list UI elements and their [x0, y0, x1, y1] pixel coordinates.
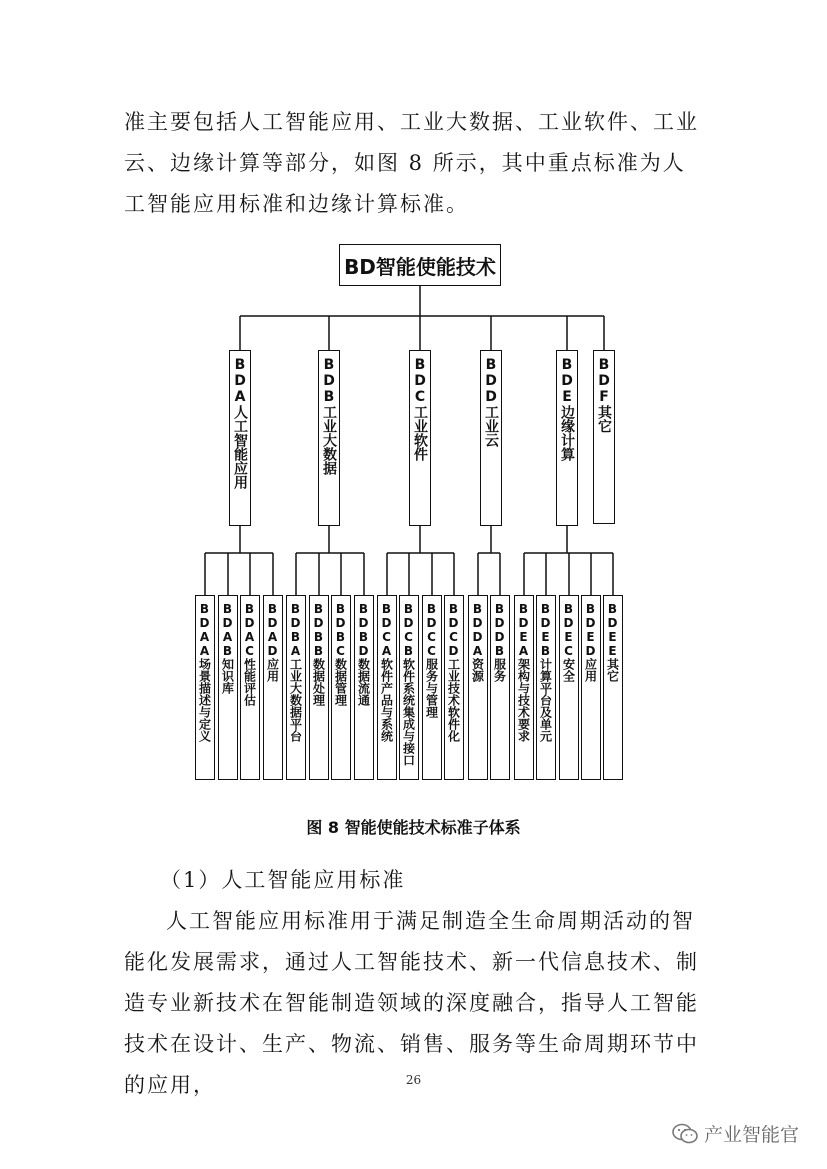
diagram-branch-label: BDF其它 — [596, 357, 612, 433]
diagram-leaf-node — [490, 595, 510, 780]
diagram-leaf-node — [581, 595, 601, 780]
diagram-leaf-label: BDAD应用 — [265, 602, 280, 682]
diagram-branch-node — [229, 350, 251, 526]
diagram-branch-label: BDE边缘计算 — [559, 357, 575, 461]
diagram-leaf-label: BDCB软件系统集成与接口 — [401, 602, 416, 766]
diagram-leaf-node — [422, 595, 442, 780]
diagram-leaf-label: BDAA场景描述与定义 — [197, 602, 212, 742]
diagram-leaf-label: BDEC安全 — [561, 602, 576, 682]
diagram-leaf-node — [559, 595, 579, 780]
diagram-branch-node — [593, 350, 615, 524]
diagram-leaf-label: BDDA资源 — [470, 602, 485, 682]
diagram-branch-label: BDB工业大数据 — [321, 357, 337, 475]
diagram-branch-label: BDD工业云 — [483, 357, 499, 447]
diagram-leaf-label: BDEE其它 — [605, 602, 620, 682]
diagram-branch-node — [480, 350, 502, 526]
diagram-leaf-node — [195, 595, 215, 780]
diagram-branch-label: BDC工业软件 — [412, 357, 428, 461]
diagram-branch-label: BDA人工智能应用 — [232, 357, 248, 489]
diagram-root-label: BD智能使能技术 — [344, 254, 496, 279]
diagram-leaf-label: BDBC数据管理 — [333, 602, 348, 706]
diagram-leaf-node — [218, 595, 238, 780]
diagram-leaf-label: BDAB知识库 — [220, 602, 235, 694]
diagram-leaf-label: BDBA工业大数据平台 — [288, 602, 303, 742]
section-heading: （1）人工智能应用标准 — [160, 868, 406, 892]
page-number: 26 — [405, 1073, 422, 1087]
watermark — [672, 1120, 799, 1147]
diagram-leaf-node — [286, 595, 306, 780]
watermark-text: 产业智能官 — [704, 1124, 800, 1146]
diagram-leaf-node — [240, 595, 260, 780]
diagram-leaf-node — [444, 595, 464, 780]
diagram-leaf-node — [309, 595, 329, 780]
diagram-leaf-label: BDEB计算平台及单元 — [538, 602, 553, 742]
diagram-leaf-node — [468, 595, 488, 780]
diagram-leaf-label: BDAC性能评估 — [242, 602, 257, 706]
intro-paragraph: 准主要包括人工智能应用、工业大数据、工业软件、工业云、边缘计算等部分，如图 8 所示，其中重点标准为人工智能应用标准和边缘计算标准。 — [124, 110, 699, 216]
wechat-icon — [672, 1123, 698, 1145]
diagram-leaf-label: BDBB数据处理 — [311, 602, 326, 706]
diagram-branch-node — [318, 350, 340, 526]
figure-caption: 图 8 智能使能技术标准子体系 — [306, 818, 521, 837]
diagram-leaf-node — [331, 595, 351, 780]
diagram-leaf-node — [536, 595, 556, 780]
diagram-leaf-node — [514, 595, 534, 780]
diagram-leaf-node — [377, 595, 397, 780]
diagram-leaf-node — [399, 595, 419, 780]
diagram-leaf-label: BDCD工业技术软件化 — [446, 602, 461, 742]
diagram-leaf-node — [263, 595, 283, 780]
body-paragraph: 人工智能应用标准用于满足制造全生命周期活动的智能化发展需求，通过人工智能技术、新一代信息技术、制造专业新技术在智能制造领域的深度融合，指导人工智能技术在设计、生产、物流、销售、服务等生命周期环节中的应用， — [124, 909, 699, 1097]
diagram-leaf-label: BDCC服务与管理 — [424, 602, 439, 718]
diagram-root-node — [339, 244, 501, 286]
diagram-branch-node — [409, 350, 431, 526]
diagram-leaf-node — [354, 595, 374, 780]
diagram-leaf-label: BDBD数据流通 — [356, 602, 371, 706]
diagram-branch-node — [556, 350, 578, 526]
diagram-leaf-label: BDED应用 — [583, 602, 598, 682]
diagram-leaf-label: BDEA架构与技术要求 — [516, 602, 531, 742]
diagram-leaf-label: BDDB服务 — [492, 602, 507, 682]
diagram-leaf-node — [603, 595, 623, 780]
diagram-leaf-label: BDCA软件产品与系统 — [379, 602, 394, 742]
